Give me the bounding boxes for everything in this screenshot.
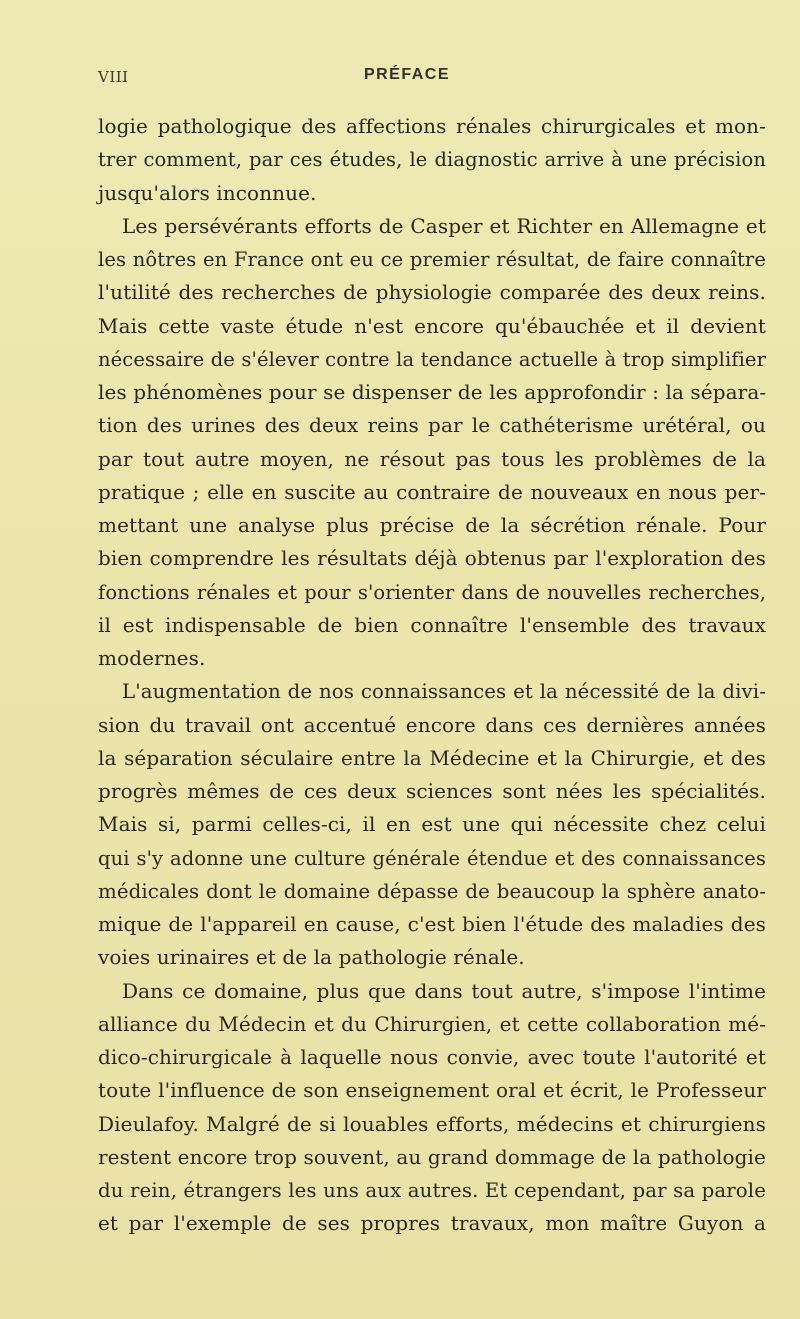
text-line: voies urinaires et de la pathologie rénale.	[98, 945, 525, 970]
text-line: par tout autre moyen, ne résout pas tous les problèmes de la	[98, 446, 766, 471]
text-line: pratique ; elle en suscite au contraire de nouveaux en nous per-	[98, 479, 766, 504]
text-line: modernes.	[98, 646, 206, 670]
text-line: sion du travail ont accentué encore dans ces dernières années	[98, 712, 766, 737]
text-line: Dans ce domaine, plus que dans tout autre, s'impose l'intime	[122, 978, 766, 1003]
text-line: Les persévérants efforts de Casper et Richter en Allemagne et	[122, 213, 766, 238]
text-line: l'utilité des recherches de physiologie comparée des deux reins.	[98, 280, 766, 305]
body-text	[98, 110, 766, 1241]
running-head	[0, 66, 800, 90]
text-line: trer comment, par ces études, le diagnostic arrive à une précision	[98, 148, 766, 172]
text-line: nécessaire de s'élever contre la tendance actuelle à trop simplifier	[98, 347, 766, 371]
text-line: fonctions rénales et pour s'orienter dans de nouvelles recherches,	[98, 580, 766, 604]
text-line: Dieulafoy. Malgré de si louables efforts, médecins et chirurgiens	[98, 1111, 766, 1136]
text-line: les phénomènes pour se dispenser de les approfondir : la sépara-	[98, 380, 767, 404]
text-line: les nôtres en France ont eu ce premier résultat, de faire connaître	[98, 248, 766, 271]
text-line: tion des urines des deux reins par le cathéterisme urétéral, ou	[98, 413, 766, 438]
text-line: Mais cette vaste étude n'est encore qu'ébauchée et il devient	[98, 313, 766, 338]
text-line: il est indispensable de bien connaître l'ensemble des travaux	[98, 612, 766, 637]
text-line: Mais si, parmi celles-ci, il en est une qui nécessite chez celui	[98, 812, 766, 837]
text-line: qui s'y adonne une culture générale étendue et des connaissances	[98, 846, 766, 870]
text-line: dico-chirurgicale à laquelle nous convie, avec toute l'autorité et	[98, 1045, 766, 1069]
text-line: du rein, étrangers les uns aux autres. Et cependant, par sa parole	[98, 1179, 766, 1202]
text-line: médicales dont le domaine dépasse de beaucoup la sphère anato-	[98, 879, 766, 903]
text-line: la séparation séculaire entre la Médecine et la Chirurgie, et des	[98, 745, 766, 770]
running-title: PRÉFACE	[363, 66, 451, 83]
text-line: alliance du Médecin et du Chirurgien, et cette collaboration mé-	[98, 1011, 766, 1036]
text-line: mique de l'appareil en cause, c'est bien l'étude des maladies des	[98, 912, 766, 936]
text-line: bien comprendre les résultats déjà obtenus par l'exploration des	[98, 546, 766, 571]
text-line: jusqu'alors inconnue.	[98, 180, 317, 205]
text-line: L'augmentation de nos connaissances et la nécessité de la divi-	[122, 680, 766, 704]
text-line: et par l'exemple de ses propres travaux, mon maître Guyon a	[98, 1211, 766, 1236]
text-line: restent encore trop souvent, au grand dommage de la pathologie	[98, 1144, 766, 1169]
text-line: mettant une analyse plus précise de la sécrétion rénale. Pour	[98, 513, 766, 537]
text-line: toute l'influence de son enseignement oral et écrit, le Professeur	[98, 1078, 766, 1103]
page-number: VIII	[98, 68, 129, 86]
text-line: progrès mêmes de ces deux sciences sont nées les spécialités.	[98, 779, 766, 803]
text-line: logie pathologique des affections rénales chirurgicales et mon-	[98, 114, 766, 138]
